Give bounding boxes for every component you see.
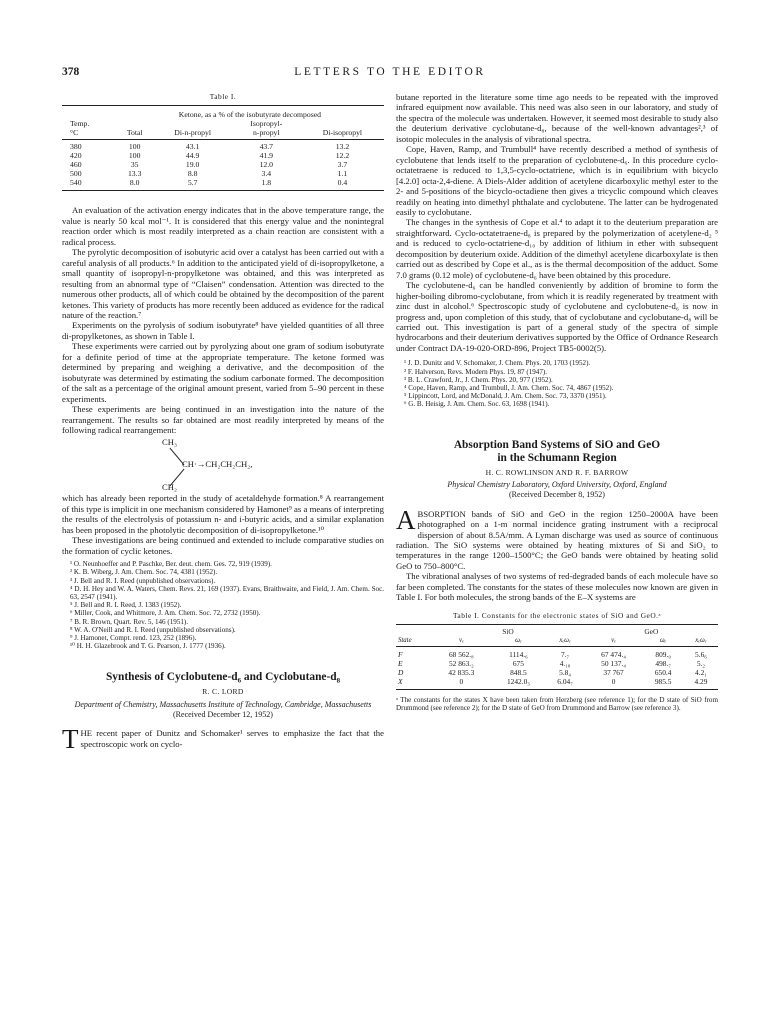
table2-col: νₑ <box>585 636 643 647</box>
left-references <box>62 560 384 650</box>
table-row <box>396 647 718 660</box>
table-cell: 67 474.₄ <box>601 650 626 660</box>
paragraph: These investigations are being continued and extended to include comparative studies on the formation of cyclic ketones. <box>62 535 384 556</box>
table-row <box>396 677 718 689</box>
table-cell: 42 835.3 <box>448 668 475 678</box>
right-references <box>396 359 718 408</box>
synthesis-affiliation: Department of Chemistry, Massachusetts Institute of Technology, Cambridge, Massachusetts <box>74 699 372 709</box>
reference-item: ⁵ J. Bell and R. I. Reed, J. 1383 (1952). <box>70 601 182 610</box>
table-cell: 6.04₇ <box>557 677 573 687</box>
table2-col-state: State <box>396 636 431 647</box>
table-cell: 1.1 <box>337 169 348 179</box>
table2-footnote: ᵃ The constants for the states X have been taken from Herzberg (see reference 1); for the D state of SiO from Drummond (see reference 2); for the D state of GeO from Drummond and Barrow (see reference 3). <box>396 696 718 713</box>
table-cell: 52 863.₂ <box>448 659 474 669</box>
table-cell: 8.8 <box>187 169 198 179</box>
reference-item: ⁷ B. R. Brown, Quart. Rev. 5, 146 (1951). <box>70 617 189 626</box>
table1-caption: Table I. <box>209 92 237 101</box>
synthesis-title: Synthesis of Cyclobutene-d₆ and Cyclobutane-d₈ <box>105 671 341 684</box>
table-cell: 13.2 <box>335 142 350 152</box>
synthesis-intro: THE recent paper of Dunitz and Schomaker¹ serves to emphasize the fact that the spectroscopic work on cyclo- <box>62 724 384 755</box>
scheme-bottom: CH₂ <box>162 482 177 493</box>
page-header <box>62 66 718 80</box>
table-row <box>62 169 384 178</box>
table-row <box>62 178 384 190</box>
reference-item: ³ B. L. Crawford, Jr., J. Chem. Phys. 20, 977 (1952). <box>404 375 553 384</box>
reference-item: ⁵ Lippincott, Lord, and McDonald, J. Am. Chem. Soc. 73, 3370 (1951). <box>404 392 607 401</box>
table1-col-dinpropyl: Di-n-propyl <box>154 128 232 140</box>
paragraph: The changes in the synthesis of Cope et al.⁴ to adapt it to the deuterium preparation are straightforward. Cyclo-octatetraene-d₈ is prepared by the polymerization of acetylene-d₂ ⁵ and is reduced to cyclo-octatriene-d₁₀ by addition of lithium in ether with subsequent decomposition by deuterium oxide. Addition of the dimethyl acetylene dicarboxylate is then carried out as described by Cope et al., as is the thermal decomposition of the adduct. Some 7.0 grams (0.12 mole) of cyclobutene-d₆ have been obtained by this procedure. <box>396 217 718 280</box>
table-cell: 498.₇ <box>655 659 671 669</box>
absorption-authors: H. C. ROWLINSON AND R. F. BARROW <box>485 467 629 477</box>
reference-item: ¹ O. Neunhoeffer and P. Paschke, Ber. deut. chem. Ges. 72, 919 (1939). <box>70 560 272 569</box>
reference-item: ⁸ W. A. O'Neill and R. I. Reed (unpublished observations). <box>70 625 236 634</box>
reference-item: ⁴ Cope, Haven, Ramp, and Trumbull, J. Am. Chem. Soc. 74, 4867 (1952). <box>404 383 614 392</box>
reference-item: ¹ J. D. Dunitz and V. Schomaker, J. Chem. Phys. 20, 1703 (1952). <box>404 359 591 368</box>
table-row <box>396 668 718 677</box>
paragraph: These experiments were carried out by pyrolyzing about one gram of sodium isobutyrate for a definite period of time at the appropriate temperature. The ketone formed was determined by preparing and weighing a derivative, and the decomposition of the isobutyrate was determined by estimating the sodium carbonate formed. The decomposition of the salt as a percentage of the original amount present, varied from 5–90 percent in these experiments. <box>62 341 384 404</box>
table2-col: ωₑ <box>491 636 545 647</box>
table1-col-diisopropyl: Di-isopropyl <box>301 128 384 140</box>
table-cell: 0 <box>611 677 616 687</box>
paragraph: The vibrational analyses of two systems of red-degraded bands of each molecule have so far been completed. The constants for the states of these molecules now known are given in Table I. For both molecules, the strong bands of the E–X systems are <box>396 571 718 603</box>
table-cell: 0 <box>459 677 464 687</box>
reference-item: ² F. Halverson, Revs. Modern Phys. 19, 87 (1947). <box>404 367 548 376</box>
table-cell: 380 <box>70 142 82 152</box>
table-cell: 809.₀ <box>655 650 671 660</box>
paragraph: The pyrolytic decomposition of isobutyric acid over a catalyst has been carried out with a careful analysis of all products.⁶ In addition to the anticipated yield of di-isopropylketone, a small quantity of isopropyl-n-propylketone was obtained, and this was interpreted as resulting from an abnormal type of “Claisen” condensation. Attention was directed to the numerous other products, all of which could be obtained by the decomposition of the parent ketones. This variety of products has more recently been adduced as evidence for the radical nature of the reaction.⁷ <box>62 247 384 320</box>
paragraph: These experiments are being continued in an investigation into the nature of the rearrangement. The results so far obtained are most readily interpreted by means of the following radical rearrangement: <box>62 404 384 435</box>
reference-item: ⁹ J. Hamonet, Compt. rend. 123, 252 (1896). <box>70 633 197 642</box>
table-cell: 420 <box>70 151 82 161</box>
table-cell: D <box>398 668 404 678</box>
table2-col: xₑωₑ <box>545 636 584 647</box>
table-cell: 43.1 <box>185 142 200 152</box>
table2-caption: Table I. Constants for the electronic states of SiO and GeO.ᵃ <box>452 610 662 620</box>
table-cell: 44.9 <box>185 151 200 161</box>
table2-col: νₑ <box>431 636 491 647</box>
table-cell: 675 <box>512 659 524 669</box>
table1-group-header: Ketone, as a % of the isobutyrate decomposed <box>178 110 321 120</box>
paragraph: Cope, Haven, Ramp, and Trumbull⁴ have recently described a method of synthesis of cyclobutene that lends itself to the preparation of cyclobutene-d₆. In this procedure cyclo-octatetraene is reduced to 1,3,5-cyclo-octatriene, which is in equilibrium with bicyclo [4.2.0] octa-2,4-diene. A Diels-Alder addition of acetylene dicarboxylic methyl ester to the 2- and 5-positions of the bicyclo-octadiene then gives a tricyclic compound which cleaves readily on heating into dimethyl phthalate and cyclobutene. The latter can be hydrogenated easily to cyclobutane. <box>396 144 718 217</box>
paragraph: butane reported in the literature some time ago needs to be repeated with the improved infrared equipment now available. This need was also seen in our laboratory, and study of the spectra of the molecule was undertaken. However, it seemed most desirable to study also the deuterium derivative cyclobutane-d₈, because of the well-known advantages²,³ of isotopic molecules in the analysis of vibrational spectra. <box>396 92 718 144</box>
table2-col: xₑωₑ <box>684 636 718 647</box>
table1 <box>62 105 384 191</box>
table-cell: 68 562.₈ <box>448 650 474 660</box>
reference-item: ³ J. Bell and R. I. Reed (unpublished observations). <box>70 576 216 585</box>
absorption-affiliation: Physical Chemistry Laboratory, Oxford University, Oxford, England <box>447 480 667 489</box>
table1-col-iso-2: n-propyl <box>232 128 301 140</box>
table-cell: 5.₂ <box>696 659 705 669</box>
drop-cap: A <box>396 504 416 535</box>
table2 <box>396 624 718 690</box>
scheme-mid: CH·→CH₂CH₂CH₂, <box>182 459 253 470</box>
table-row <box>62 151 384 160</box>
reference-item: ² K. B. Wiberg, J. Am. Chem. Soc. 74, 4381 (1952). <box>70 568 218 577</box>
table-cell: 1242.0₃ <box>506 677 530 687</box>
rearrangement-scheme <box>74 435 384 493</box>
paragraph: An evaluation of the activation energy indicates that in the above temperature range, the value is nearly 50 kcal mol⁻¹. It is considered that this energy value and the nonintegral reaction order which is most readily interpreted as a chain reaction are consistent with a radical process. <box>62 205 384 247</box>
absorption-title: Absorption Band Systems of SiO and GeO in the Schumann Region <box>453 438 661 464</box>
table-cell: 540 <box>70 178 82 188</box>
table-cell: X <box>398 677 403 687</box>
table-cell: 500 <box>70 169 82 179</box>
table-cell: 4.₁₈ <box>559 659 571 669</box>
table-cell: 1114.₆ <box>509 650 528 660</box>
table1-col-total: Total <box>116 128 154 140</box>
table-cell: 43.7 <box>259 142 274 152</box>
running-head: LETTERS TO THE EDITOR <box>294 66 486 78</box>
table-cell: 0.4 <box>337 178 348 188</box>
table-cell: 100 <box>128 142 141 152</box>
table-cell: 19.0 <box>185 160 200 170</box>
table-cell: 13.3 <box>127 169 142 179</box>
table-cell: 3.4 <box>261 169 272 179</box>
table-cell: 100 <box>128 151 141 161</box>
paragraph: which has already been reported in the study of acetaldehyde formation.⁸ A rearrangement of this type is implicit in one mechanism considered by Hamonet⁹ as a means of interpreting the results of the electrolysis of potassium n- and i-butyric acids, and a similar explanation has been proposed in the photolytic decomposition of di-isopropylketone.¹⁰ <box>62 493 384 535</box>
table-cell: 460 <box>70 160 82 170</box>
table-cell: 5.7 <box>187 178 198 188</box>
synthesis-received: (Received December 12, 1952) <box>173 710 273 720</box>
reference-item: ⁴ D. H. Hey and W. A. Waters, Chem. Revs. 21, 169 (1937). Evans, Braithwaite, and Field, J. Am. Chem. Soc. 63, 2547 (1941). <box>70 584 384 601</box>
table-cell: 41.9 <box>259 151 274 161</box>
table-row <box>396 659 718 668</box>
right-column <box>396 92 718 713</box>
table-cell: 12.0 <box>259 160 274 170</box>
table-row <box>62 160 384 169</box>
table1-col-iso-1: Isopropyl- <box>250 119 283 129</box>
absorption-intro: ABSORPTION bands of SiO and GeO in the region 1250–2000A have been photographed on a 1-m normal incidence grating instrument with a reciprocal dispersion of about 8.5A/mm. A Lyman discharge was used as source of continuous radiation. The SiO systems were obtained by heating mixtures of Si and SiO₂ to temperatures in the range 1200–1500°C; the GeO bands were obtained by heating solid GeO to 750–800°C. <box>396 504 718 571</box>
synthesis-author: R. C. LORD <box>202 687 244 697</box>
table-cell: 8.0 <box>129 178 140 188</box>
page-number: 378 <box>62 66 80 78</box>
drop-cap: T <box>62 724 79 755</box>
table1-col-temp-unit: °C <box>62 128 116 140</box>
reference-item: ⁶ Miller, Cook, and Whitmore, J. Am. Chem. Soc. 72, 2732 (1950). <box>70 609 261 618</box>
table-cell: 3.7 <box>337 160 348 170</box>
scheme-top: CH₃ <box>162 437 177 448</box>
table-row <box>62 140 384 152</box>
paragraph: Experiments on the pyrolysis of sodium isobutyrate⁸ have yielded quantities of all three di-propylketones, as shown in Table I. <box>62 320 384 341</box>
table-cell: 35 <box>130 160 139 170</box>
table-cell: 4.2₁ <box>695 668 707 678</box>
table-cell: 4.29 <box>694 677 708 687</box>
table2-group-geo: GeO <box>644 627 659 637</box>
table-cell: 650.4 <box>654 668 672 678</box>
table2-col: ωₑ <box>642 636 683 647</box>
table-cell: 50 137.₄ <box>601 659 626 669</box>
table-cell: E <box>398 659 403 669</box>
reference-item: ⁶ G. B. Heisig, J. Am. Chem. Soc. 63, 1698 (1941). <box>404 400 550 409</box>
table-cell: 7.₇ <box>560 650 570 660</box>
table-cell: 848.5 <box>510 668 527 678</box>
table-cell: 985.5 <box>654 677 672 687</box>
reference-item: ¹⁰ H. H. Glazebrook and T. G. Pearson, J. 1777 (1936). <box>70 642 226 651</box>
absorption-received: (Received December 8, 1952) <box>509 490 605 500</box>
left-column <box>62 92 384 755</box>
table2-group-sio: SiO <box>502 627 514 637</box>
paragraph: The cyclobutene-d₆ can be handled conveniently by addition of bromine to form the higher-boiling dibromo-cyclobutane, from which it is readily regenerated by treatment with zinc dust in alcohol.⁶ Spectroscopic study of cyclobutene and cyclobutene-d₆ is now in progress and, upon completion of this study, that of cyclobutane and cyclobutane-d₈ will be carried out. This investigation is part of a general study of the spectra of simple hydrocarbons and their deuterium derivatives supported by the Office of Ordnance Research under Contract DA-19-020-ORD-896, Project TB5-0002(5). <box>396 280 718 353</box>
table-cell: F <box>398 650 403 660</box>
table-cell: 5.8₄ <box>559 668 571 678</box>
table-cell: 5.6₆ <box>695 650 707 660</box>
table1-col-temp: Temp. <box>70 119 90 129</box>
table-cell: 12.2 <box>335 151 350 161</box>
table-cell: 1.8 <box>261 178 272 188</box>
table-cell: 37 767 <box>603 668 624 678</box>
